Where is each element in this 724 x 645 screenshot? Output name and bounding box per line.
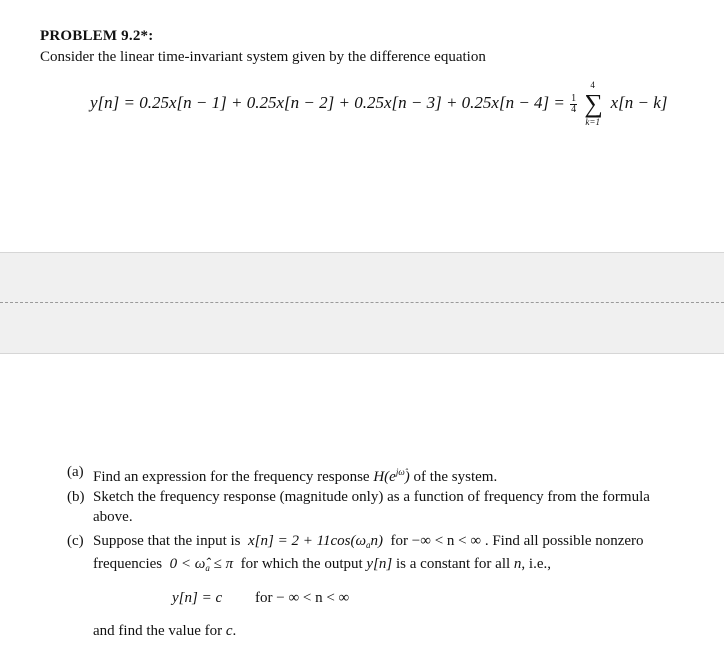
part-c-text5: is a constant for all — [396, 556, 511, 572]
part-a-text-after: of the system. — [413, 469, 498, 485]
frequency-range — [166, 556, 233, 572]
part-c-text2: . Find all possible nonzero — [484, 533, 644, 549]
input-equation — [244, 533, 383, 549]
part-c-closing — [93, 621, 236, 641]
part-c-text4: for which the output — [240, 556, 363, 572]
summation — [583, 80, 605, 127]
part-c-text1: Suppose that the input is — [93, 533, 241, 549]
part-a-label: (a) — [67, 464, 84, 480]
fraction-denominator: 4 — [571, 103, 577, 115]
blank-answer-band-lower — [0, 303, 724, 354]
input-sub: a — [366, 540, 371, 550]
output-equation — [172, 590, 222, 607]
equation-lhs: y[n] = 0.25x[n − 1] + 0.25x[n − 2] + 0.25x[n − 3] + 0.25x[n − 4] = — [90, 92, 565, 112]
output-eq: y[n] = c — [172, 590, 223, 606]
part-b-line1: Sketch the frequency response (magnitude only) as a function of frequency from the formula — [93, 489, 650, 505]
blank-answer-band-upper — [0, 252, 724, 303]
closing-prefix: and find the value for — [93, 623, 223, 639]
freq-range-upper: ≤ π — [213, 556, 234, 572]
problem-title: PROBLEM 9.2*: — [40, 28, 154, 44]
H-close: ) — [404, 469, 410, 485]
part-c-text3: frequencies — [93, 556, 163, 572]
part-b-line2: above. — [93, 509, 133, 525]
input-eq: x[n] = 2 + 11cos(ω — [248, 533, 367, 549]
sum-lower-limit: k=1 — [585, 117, 600, 127]
freq-sub: a — [205, 563, 210, 573]
part-c-line1 — [93, 531, 644, 555]
dashed-divider — [0, 302, 724, 303]
closing-c: c — [225, 623, 233, 639]
part-a-text-before: Find an expression for the frequency response — [93, 469, 370, 485]
part-c-text6: , i.e., — [521, 556, 551, 572]
part-c-label: (c) — [67, 533, 84, 549]
sum-term: x[n − k] — [610, 92, 668, 112]
part-b-label: (b) — [67, 489, 85, 505]
part-c-line2 — [93, 554, 551, 578]
closing-dot: . — [232, 623, 237, 639]
output-symbol: y[n] — [366, 556, 393, 572]
part-a-text — [93, 462, 497, 487]
difference-equation — [90, 80, 668, 127]
fraction-numerator: 1 — [571, 92, 577, 104]
sum-upper-limit: 4 — [590, 80, 595, 90]
n-symbol: n — [513, 556, 522, 572]
problem-intro: Consider the linear time-invariant system given by the difference equation — [40, 49, 486, 65]
frequency-response-symbol — [373, 469, 409, 485]
H-superscript: jω̂ — [395, 467, 405, 477]
sigma-icon: ∑ — [584, 89, 603, 118]
freq-range: 0 < ω̂ — [169, 556, 206, 572]
output-range: for − ∞ < n < ∞ — [255, 590, 350, 606]
H-symbol: H(e — [373, 469, 396, 485]
input-range: for −∞ < n < ∞ — [390, 533, 482, 549]
input-close: n) — [370, 533, 384, 549]
one-quarter-fraction — [570, 94, 577, 115]
